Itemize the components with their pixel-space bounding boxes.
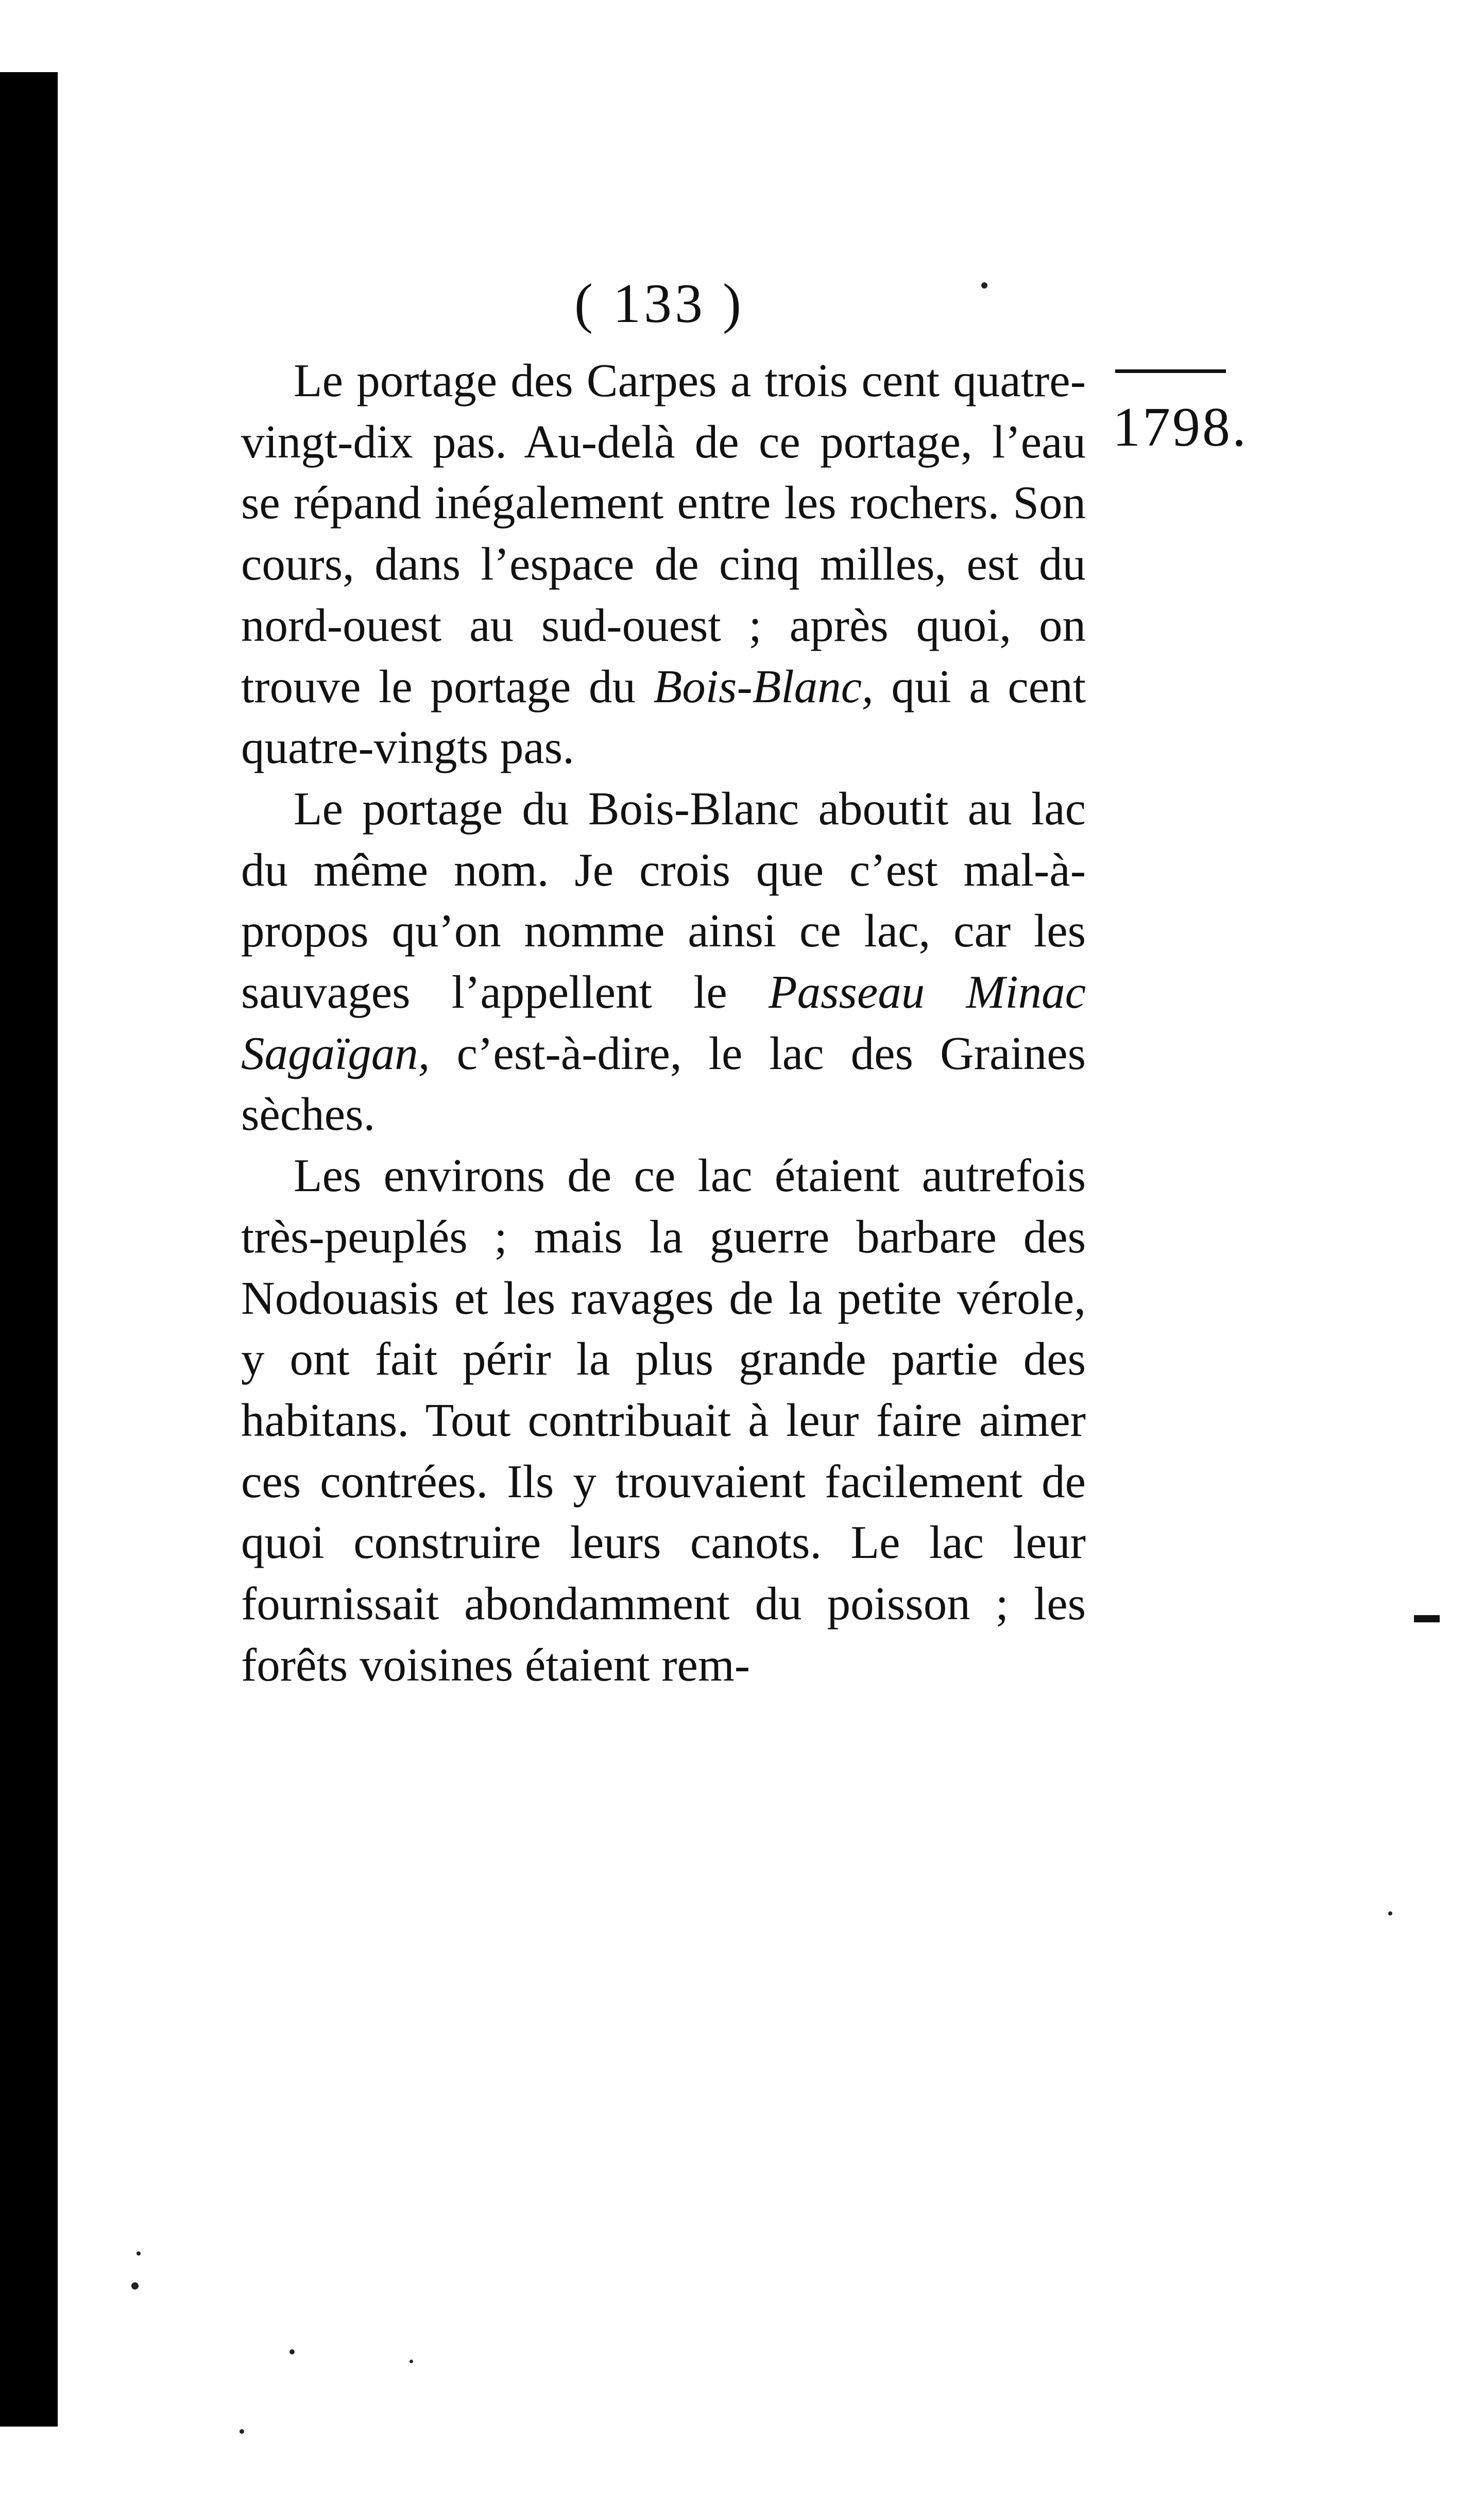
speck [137,2251,141,2256]
speck [240,2429,244,2434]
binding-edge [0,72,58,2427]
paragraph-1-text: Le portage des Carpes a trois cent quatre-vingt-dix pas. Au-delà de ce portage, l’eau se répand inégalement entre les rochers. Son cours, dans l’espace de cinq milles, est du nord-ouest au sud-ouest ; après quoi, on trouve le portage du [241,354,1086,713]
speck [131,2282,139,2290]
margin-rule [1115,369,1226,373]
speck [1388,1911,1392,1915]
paragraph-2-text: Le portage du Bois-Blanc aboutit au lac du même nom. Je crois que c’est mal-à-propos qu’on nomme ainsi ce lac, car les sauvages l’appellent le [241,782,1086,1019]
paragraph-2-text-end: c’est-à-dire, le lac des Graines sèches. [241,1027,1086,1141]
paragraph-2 [241,778,1086,1145]
paragraph-1-text-end: qui a cent quatre-vingts pas. [241,660,1086,774]
margin-mark [1414,1615,1440,1622]
paragraph-3-text: Les environs de ce lac étaient autrefois très-peuplés ; mais la guerre barbare des Nodouasis et les ravages de la petite vérole, y ont fait périr la plus grande partie des habitans. Tout contribuait à leur faire aimer ces contrées. Ils y trouvaient facilement de quoi construire leurs canots. Le lac leur fournissait abondamment du poisson ; les forêts voisines étaient rem- [241,1149,1086,1691]
paragraph-1 [241,350,1086,778]
place-name-bois-blanc: Bois-Blanc, [653,660,874,713]
paragraph-3 [241,1145,1086,1696]
speck [981,282,987,289]
body-text [241,350,1086,1696]
place-name-passeau-minac: Passeau Minac Sagaïgan, [241,966,1086,1079]
speck [410,2360,413,2363]
speck [289,2349,295,2354]
page-number: ( 133 ) [574,273,744,334]
margin-year: 1798. [1113,397,1248,458]
